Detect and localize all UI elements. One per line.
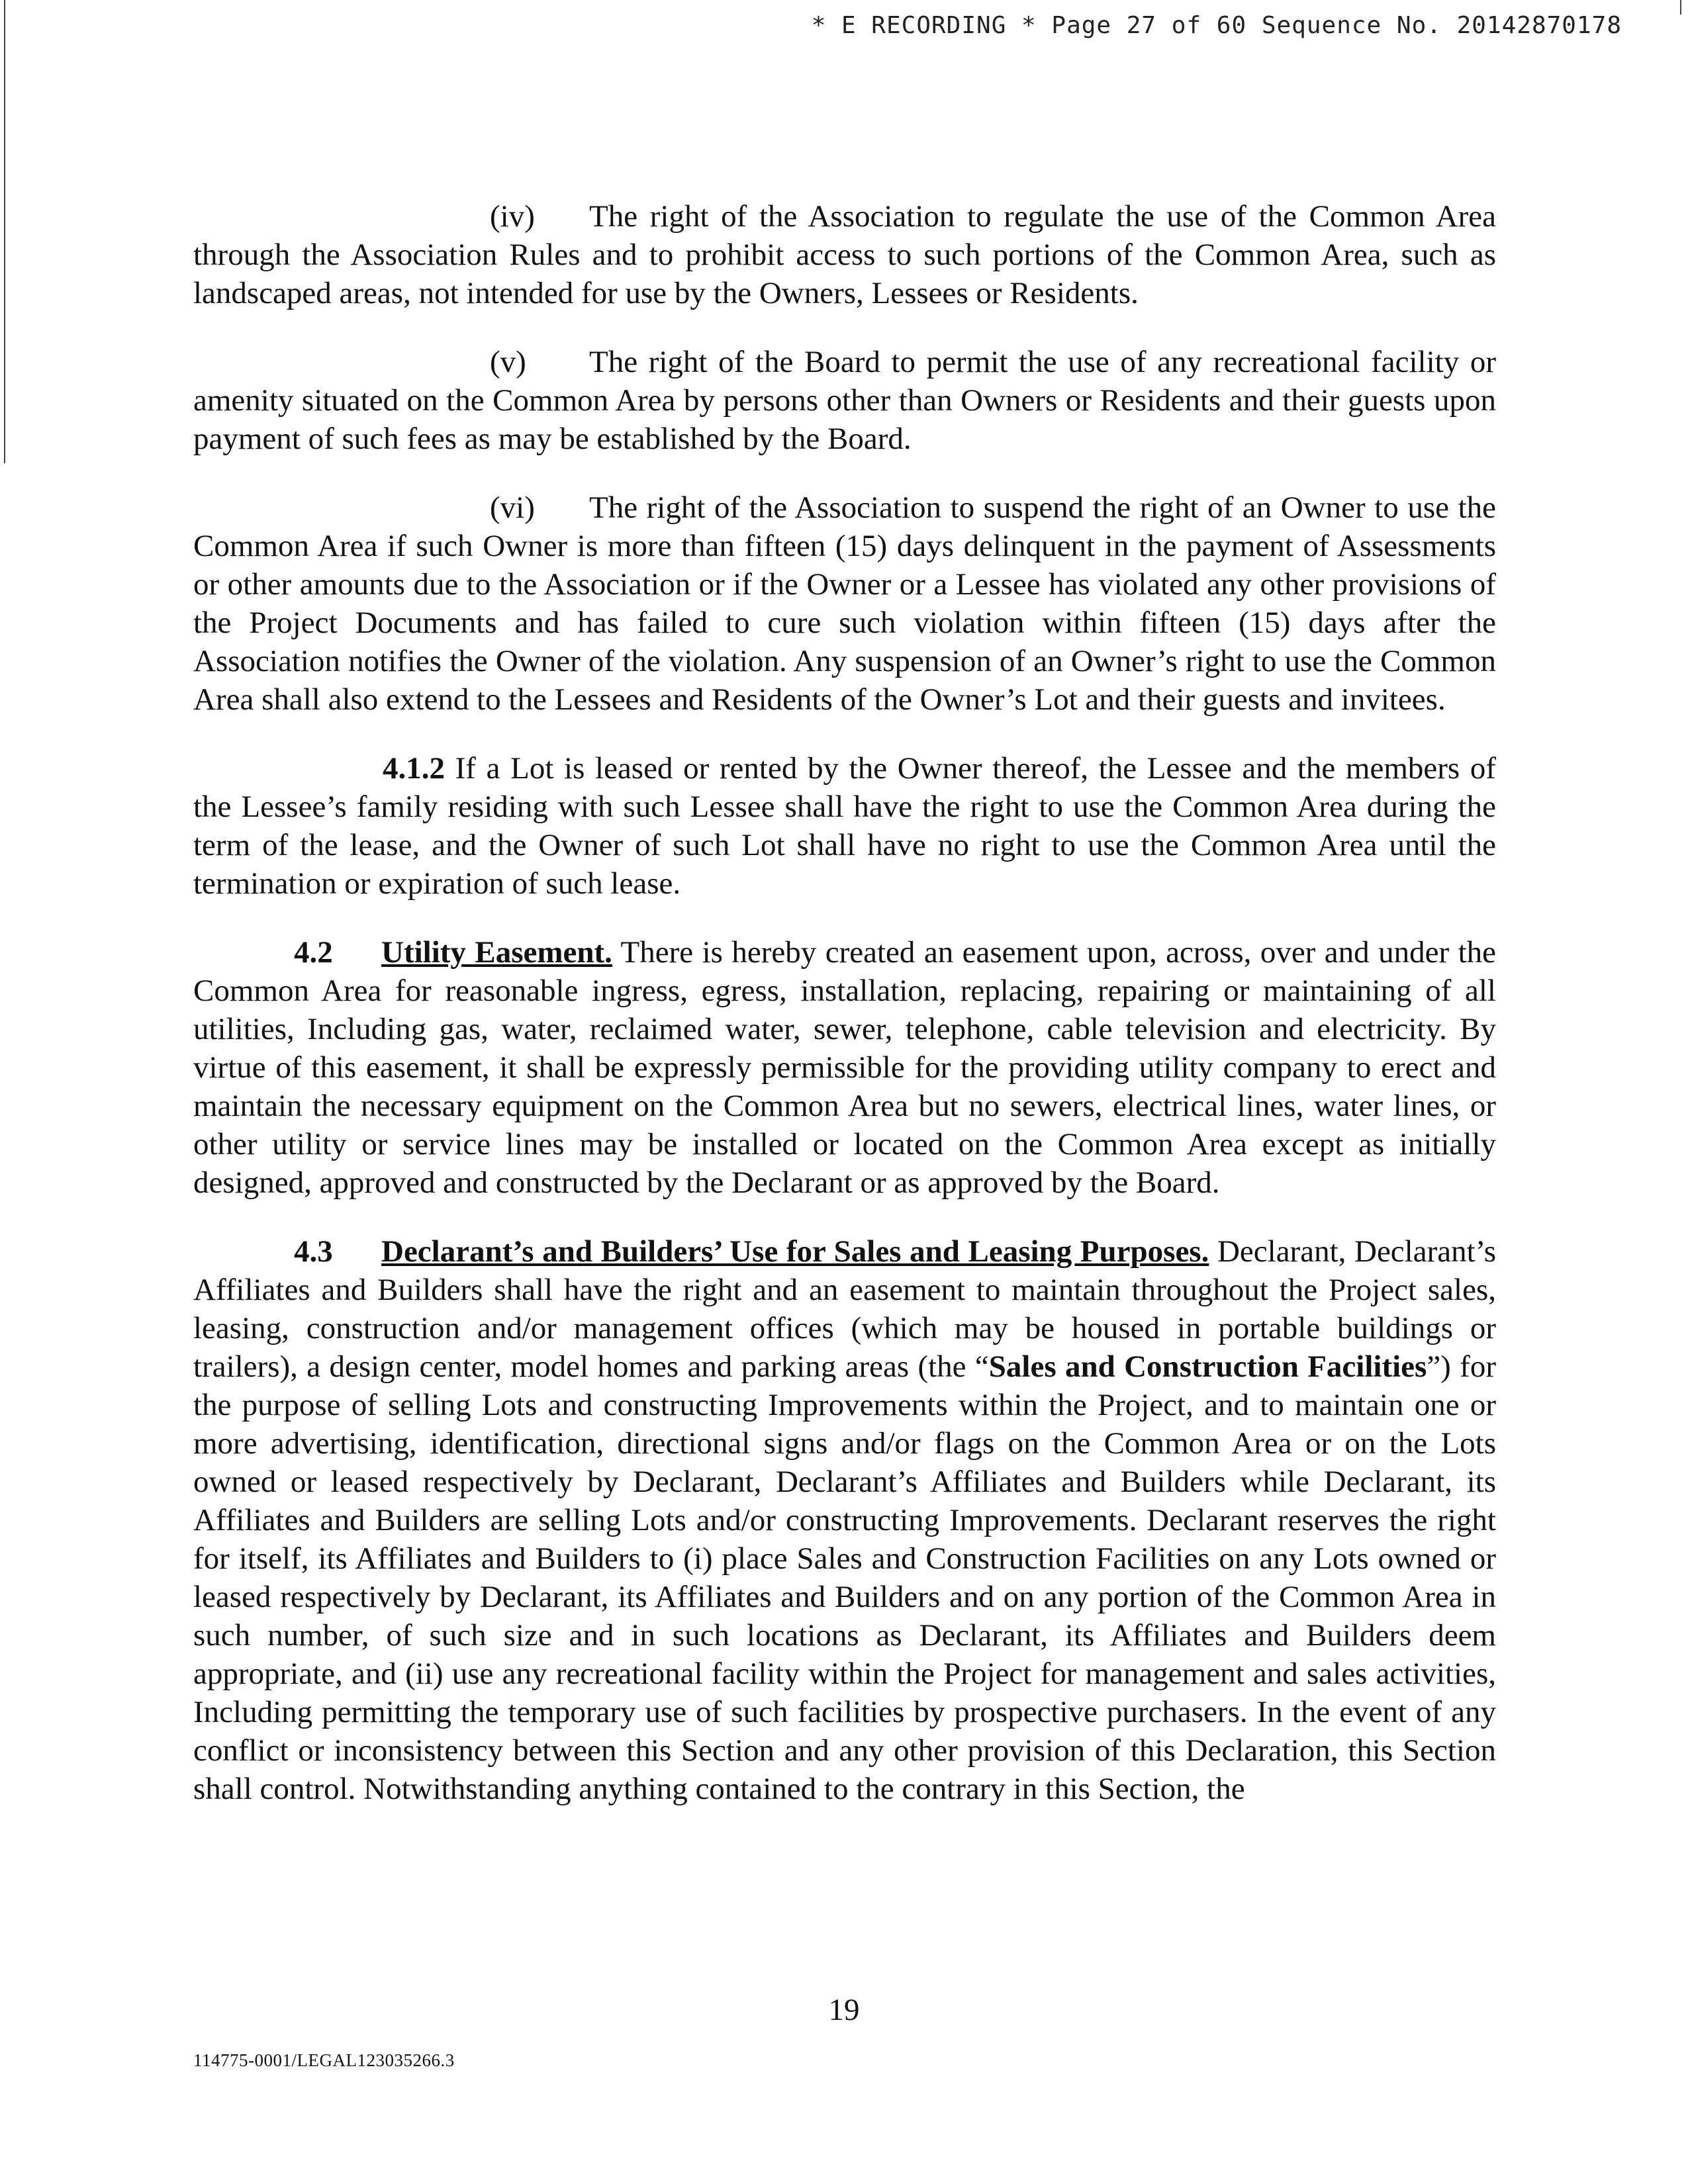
section-title: Utility Easement.	[381, 935, 612, 970]
paragraph-text: The right of the Association to suspend the right of an Owner to use the Common Area if such Owner is more than fifteen (15) days delinquent in the payment of Assessments or other amounts due to the Association or if the Owner or a Lessee has violated any other provisions of the Project Documents and has failed to cure such violation within fifteen (15) days after the Association notifies the Owner of the violation. Any suspension of an Owner’s right to use the Common Area shall also extend to the Lessees and Residents of the Owner’s Lot and their guests and invitees.	[193, 490, 1496, 717]
section-text-before: Declarant, Declarant’s Affiliates and Builders shall have the right and an easement to maintain throughout the Project sales, leasing, construction and/or management offices (which may be housed in portable buildings or trailers), a design center, model homes and parking areas (the “	[193, 1234, 1497, 1384]
section-text-after: ”) for the purpose of selling Lots and constructing Improvements within the Project, and to maintain one or more advertising, identification, directional signs and/or flags on the Common Area or on the Lots owned or leased respectively by Declarant, Declarant’s Affiliates and Builders while Declarant, its Affiliates and Builders are selling Lots and/or constructing Improvements. Declarant reserves the right for itself, its Affiliates and Builders to (i) place Sales and Construction Facilities on any Lots owned or leased respectively by Declarant, its Affiliates and Builders and on any portion of the Common Area in such number, of such size and in such locations as Declarant, its Affiliates and Builders deem appropriate, and (ii) use any recreational facility within the Project for management and sales activities, Including permitting the temporary use of such facilities by prospective purchasers. In the event of any conflict or inconsistency between this Section and any other provision of this Declaration, this Section shall control. Notwithstanding anything contained to the contrary in this Section, the	[193, 1349, 1496, 1806]
scan-edge-line-left	[4, 0, 5, 463]
section-number: 4.3	[294, 1234, 333, 1269]
section-number: 4.2	[294, 935, 333, 970]
recording-header: * E RECORDING * Page 27 of 60 Sequence No. 20142870178	[811, 12, 1622, 39]
document-body	[193, 197, 1496, 1808]
scan-edge-line-right	[1680, 0, 1681, 15]
paragraph-vi	[193, 488, 1496, 719]
section-text: There is hereby created an easement upon, across, over and under the Common Area for reasonable ingress, egress, installation, replacing, repairing or maintaining of all utilities, Including gas, water, reclaimed water, sewer, telephone, cable television and electricity. By virtue of this easement, it shall be expressly permissible for the providing utility company to erect and maintain the necessary equipment on the Common Area but no sewers, electrical lines, water lines, or other utility or service lines may be installed or located on the Common Area except as initially designed, approved and constructed by the Declarant or as approved by the Board.	[193, 935, 1496, 1200]
paragraph-text: The right of the Association to regulate the use of the Common Area through the Association Rules and to prohibit access to such portions of the Common Area, such as landscaped areas, not intended for use by the Owners, Lessees or Residents.	[193, 199, 1496, 310]
paragraph-iv	[193, 197, 1496, 312]
section-text: If a Lot is leased or rented by the Owner thereof, the Lessee and the members of the Lessee’s family residing with such Lessee shall have the right to use the Common Area during the term of the lease, and the Owner of such Lot shall have no right to use the Common Area until the termination or expiration of such lease.	[193, 751, 1496, 901]
section-title: Declarant’s and Builders’ Use for Sales and Leasing Purposes.	[381, 1234, 1209, 1269]
section-4-1-2	[193, 749, 1496, 903]
defined-term: Sales and Construction Facilities	[988, 1349, 1427, 1384]
paragraph-text: The right of the Board to permit the use of any recreational facility or amenity situated on the Common Area by persons other than Owners or Residents and their guests upon payment of such fees as may be established by the Board.	[193, 345, 1496, 456]
document-id: 114775-0001/LEGAL123035266.3	[193, 2050, 455, 2070]
paragraph-number: (v)	[490, 345, 526, 379]
page-number: 19	[828, 1993, 860, 2027]
paragraph-number: (vi)	[490, 490, 535, 525]
section-4-2	[193, 933, 1496, 1202]
paragraph-v	[193, 343, 1496, 458]
paragraph-number: (iv)	[490, 199, 535, 234]
section-4-3	[193, 1232, 1496, 1808]
section-number: 4.1.2	[383, 751, 445, 786]
